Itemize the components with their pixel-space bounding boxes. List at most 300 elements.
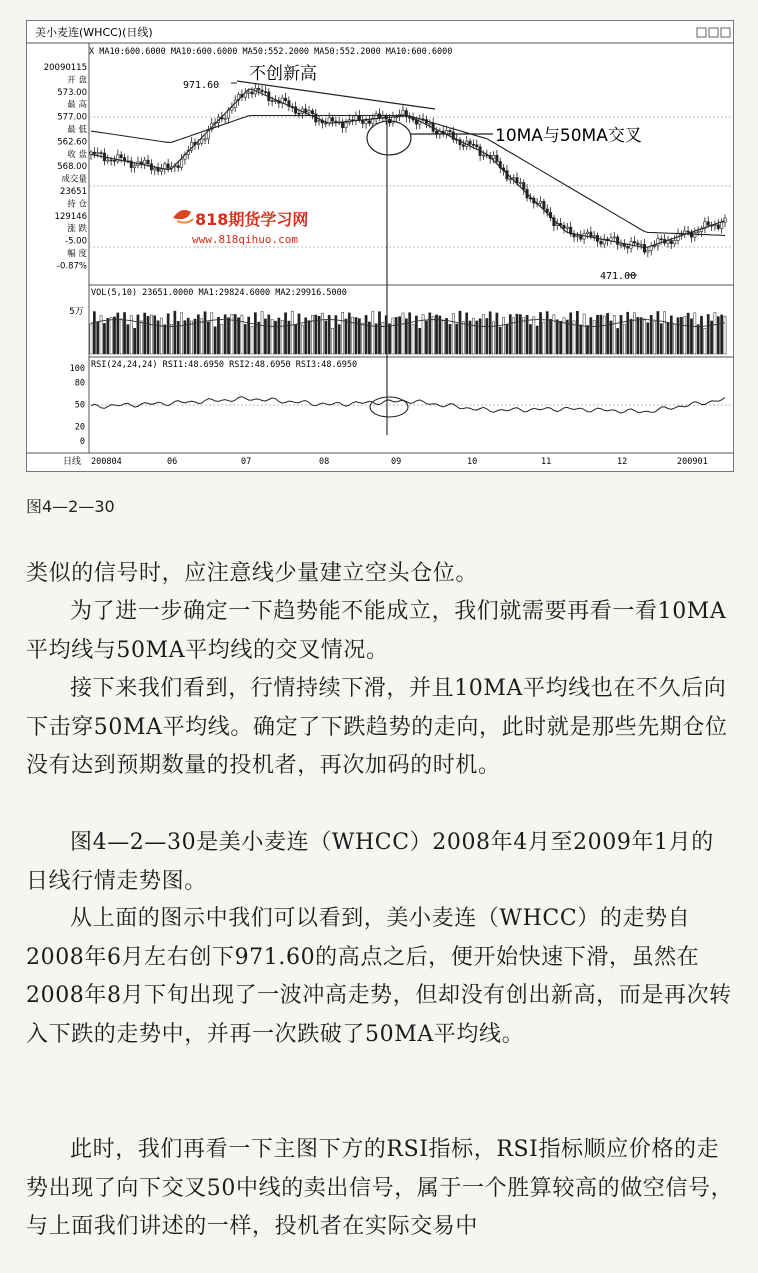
x-tick-label: 09 [391, 457, 402, 467]
candle-body [147, 160, 149, 164]
volume-bar [103, 323, 105, 354]
x-axis-label: 日线 [63, 457, 82, 467]
volume-bar [462, 321, 464, 354]
volume-bar [278, 318, 280, 354]
no-new-high-trendline [237, 81, 435, 109]
volume-bar [660, 324, 662, 354]
candle-body [653, 246, 655, 247]
candle-body [284, 98, 286, 100]
volume-bar [519, 315, 521, 354]
volume-bar [295, 325, 297, 354]
watermark [173, 210, 308, 246]
volume-bar [536, 326, 538, 354]
paragraph: 图4—2—30是美小麦连（WHCC）2008年4月至2009年1月的日线行情走势图。 [26, 830, 714, 894]
volume-bar [721, 315, 723, 354]
volume-bar [724, 316, 726, 354]
candle-body [271, 101, 273, 102]
volume-bar [237, 318, 239, 354]
volume-bar [318, 316, 320, 354]
volume-bar [271, 319, 273, 354]
volume-bar [627, 312, 629, 354]
volume-bar [677, 318, 679, 354]
volume-bar [281, 320, 283, 354]
volume-bar [419, 328, 421, 354]
volume-bar [134, 328, 136, 354]
x-tick-label: 06 [167, 457, 178, 467]
volume-bar [341, 312, 343, 354]
annotation-no-new-high: 不创新高 [249, 64, 317, 84]
candle-body [304, 109, 306, 112]
volume-bar [227, 318, 229, 354]
volume-bar [539, 312, 541, 354]
quote-info-item: 23651 [59, 187, 87, 197]
candlestick-series [90, 83, 726, 257]
candle-body [435, 131, 437, 133]
candle-body [311, 111, 313, 114]
volume-bar [194, 319, 196, 354]
volume-bar [523, 318, 525, 354]
candle-body [647, 250, 649, 252]
volume-bar [704, 328, 706, 354]
candle-body [724, 218, 726, 222]
volume-bar [197, 315, 199, 354]
figure-caption: 图4—2—30 [26, 497, 115, 516]
volume-bar [516, 314, 518, 354]
volume-bar [435, 315, 437, 354]
volume-bar [335, 316, 337, 354]
candle-body [720, 222, 722, 228]
volume-bar [345, 319, 347, 354]
volume-bar [640, 318, 642, 354]
volume-bar [684, 316, 686, 354]
candle-body [717, 225, 719, 229]
volume-bar [459, 311, 461, 354]
candle-body [392, 117, 394, 123]
rsi-tick-label: 100 [69, 364, 85, 374]
x-tick-label: 200901 [677, 457, 708, 467]
watermark-title: 818期货学习网 [195, 210, 309, 229]
volume-bar [201, 319, 203, 354]
volume-bar [348, 313, 350, 354]
volume-bar [412, 325, 414, 354]
volume-bar [580, 325, 582, 354]
candle-body [345, 123, 347, 128]
volume-bar [486, 318, 488, 354]
candle-body [100, 153, 102, 154]
volume-bar [123, 312, 125, 354]
candle-body [328, 118, 330, 123]
x-tick-label: 200804 [91, 457, 122, 467]
volume-bar [650, 315, 652, 354]
cross-circle [367, 121, 411, 155]
candle-body [331, 118, 333, 121]
volume-bar [630, 319, 632, 354]
volume-bar [382, 323, 384, 354]
quote-info-item: 573.00 [57, 87, 87, 98]
quote-info-item: 最 高 [67, 100, 87, 111]
candle-body [637, 243, 639, 245]
volume-bar [117, 313, 119, 354]
volume-bar [667, 323, 669, 354]
vol-legend: VOL(5,10) 23651.0000 MA1:29824.6000 MA2:29916.5000 [91, 288, 347, 298]
candle-body [694, 233, 696, 238]
quote-info-item: 20090115 [43, 63, 87, 73]
volume-bar [170, 324, 172, 354]
volume-bar [160, 318, 162, 354]
volume-bar [368, 322, 370, 354]
volume-bar [489, 312, 491, 354]
quote-info-item: 最 低 [67, 125, 87, 135]
volume-bar [251, 326, 253, 354]
watermark-url: www.818qihuo.com [192, 233, 298, 246]
candle-body [113, 160, 115, 161]
volume-bar [674, 324, 676, 354]
volume-bar [180, 313, 182, 354]
volume-bar [402, 313, 404, 354]
candle-body [133, 166, 135, 168]
volume-bar [211, 313, 213, 354]
candle-body [180, 159, 182, 167]
candle-body [365, 121, 367, 124]
volume-bar [687, 313, 689, 354]
volume-bar [130, 316, 132, 354]
candle-body [157, 168, 159, 171]
candle-body [590, 232, 592, 236]
volume-bar [482, 315, 484, 354]
volume-bar [479, 319, 481, 354]
volume-bar [506, 324, 508, 354]
volume-bar [576, 311, 578, 354]
volume-bar [110, 317, 112, 354]
quote-info-item: 开 盘 [67, 75, 87, 86]
candle-body [318, 121, 320, 122]
volume-bar [207, 322, 209, 354]
volume-bar [362, 323, 364, 354]
volume-bar [657, 311, 659, 354]
quote-info-item: 收 盘 [67, 149, 87, 160]
vol-axis-label: 5万 [69, 307, 84, 317]
volume-bar [617, 328, 619, 354]
rsi-legend: RSI(24,24,24) RSI1:48.6950 RSI2:48.6950 RSI3:48.6950 [91, 360, 358, 370]
candle-body [640, 244, 642, 245]
chart-canvas [27, 21, 733, 471]
volume-bar [204, 312, 206, 354]
volume-bar [633, 313, 635, 354]
volume-bar [261, 312, 263, 354]
volume-bar [137, 315, 139, 354]
volume-bar [610, 321, 612, 354]
candle-body [120, 155, 122, 158]
volume-bar [499, 327, 501, 354]
candle-body [580, 236, 582, 239]
volume-bar [268, 315, 270, 354]
volume-bar [613, 315, 615, 354]
volume-bar [647, 323, 649, 354]
quote-info-item: 577.00 [57, 112, 87, 123]
volume-bar [543, 322, 545, 354]
candle-body [261, 90, 263, 92]
candle-body [633, 242, 635, 243]
volume-bar [445, 318, 447, 354]
candle-body [687, 231, 689, 232]
candle-body [140, 162, 142, 164]
volume-bar [710, 321, 712, 354]
volume-bar [221, 324, 223, 354]
volume-bar [298, 314, 300, 354]
volume-bar [241, 315, 243, 354]
volume-bar [174, 311, 176, 354]
annotation-ma-cross: 10MA与50MA交叉 [495, 126, 642, 146]
volume-bar [288, 321, 290, 354]
rsi-axis [70, 364, 85, 447]
ma-legend: X MA10:600.6000 MA10:600.6000 MA50:552.2000 MA50:552.2000 MA10:600.6000 [89, 47, 453, 57]
candle-body [523, 183, 525, 190]
volume-bar [503, 317, 505, 354]
volume-bar [600, 315, 602, 354]
candle-body [543, 201, 545, 209]
candle-body [519, 183, 521, 184]
volume-bar [409, 313, 411, 354]
candle-body [107, 160, 109, 161]
volume-bar [308, 321, 310, 354]
volume-bar [429, 313, 431, 354]
candle-body [539, 201, 541, 203]
volume-bar [590, 317, 592, 354]
volume-bar [583, 314, 585, 354]
volume-bar [439, 316, 441, 354]
volume-bar [301, 325, 303, 354]
volume-bar [452, 314, 454, 354]
volume-bar [546, 312, 548, 354]
x-tick-label: 11 [541, 457, 552, 467]
volume-bar [449, 324, 451, 354]
low-price-label: 471.00 [600, 271, 637, 282]
volume-bar [596, 315, 598, 354]
quote-info-item: 幅 度 [67, 249, 87, 259]
volume-bar [533, 317, 535, 354]
candle-body [600, 241, 602, 244]
volume-bar [637, 317, 639, 354]
volume-bar [714, 313, 716, 354]
candle-body [462, 145, 464, 147]
candle-body [657, 239, 659, 246]
candle-body [97, 153, 99, 154]
volume-bar [144, 313, 146, 354]
volume-bar [653, 322, 655, 354]
volume-bar [392, 318, 394, 354]
candle-body [429, 123, 431, 124]
flame-logo-icon [173, 210, 191, 219]
candle-body [449, 130, 451, 131]
volume-bar [385, 316, 387, 354]
volume-bar [107, 318, 109, 354]
x-tick-label: 12 [617, 457, 628, 467]
volume-bar [573, 321, 575, 354]
volume-bar [93, 312, 95, 354]
candle-body [200, 139, 202, 143]
volume-bar [670, 316, 672, 354]
candle-body [707, 222, 709, 225]
candle-body [673, 240, 675, 243]
candle-body [586, 232, 588, 234]
rsi-tick-label: 0 [79, 437, 85, 447]
volume-bar [556, 320, 558, 354]
quote-info-item: 成交量 [61, 174, 87, 185]
candle-body [308, 111, 310, 112]
paragraph: 从上面的图示中我们可以看到，美小麦连（WHCC）的走势自2008年6月左右创下971.60的高点之后，便开始快速下滑，虽然在2008年8月下旬出现了一波冲高走势，但却没有创出新高，而是再次转入下跌的走势中，并再一次跌破了50MA平均线。 [26, 906, 732, 1047]
candle-body [93, 152, 95, 154]
candle-body [472, 144, 474, 145]
volume-bar [566, 320, 568, 354]
volume-bar [325, 321, 327, 354]
volume-bar [291, 311, 293, 354]
candle-body [566, 227, 568, 228]
quote-info-item: 568.00 [57, 162, 87, 173]
candle-body [204, 139, 206, 140]
volume-bar [694, 313, 696, 354]
volume-bar [305, 318, 307, 354]
volume-bar [425, 321, 427, 354]
volume-bar [472, 318, 474, 354]
volume-bar [466, 313, 468, 354]
candle-body [197, 143, 199, 144]
candle-body [368, 121, 370, 123]
candle-body [143, 160, 145, 164]
volume-bar [399, 317, 401, 354]
candle-body [469, 141, 471, 144]
window-title: 美小麦连(WHCC)(日线) [35, 26, 153, 39]
volume-bar [331, 328, 333, 354]
rsi-tick-label: 80 [74, 378, 85, 389]
volume-bars [90, 311, 726, 354]
candle-body [476, 145, 478, 147]
quote-info-item: 562.60 [57, 137, 87, 148]
candle-body [274, 101, 276, 102]
quote-info-panel [44, 63, 88, 271]
paragraph: 此时，我们再看一下主图下方的RSI指标，RSI指标顺应价格的走势出现了向下交叉50中线的卖出信号，属于一个胜算较高的做空信号，与上面我们讲述的一样，投机者在实际交易中 [26, 1137, 734, 1239]
candle-body [593, 235, 595, 236]
volume-bar [549, 319, 551, 354]
candle-body [697, 231, 699, 232]
quote-info-item: 涨 跌 [67, 224, 87, 235]
candle-body [251, 92, 253, 94]
volume-bar [707, 314, 709, 354]
volume-bar [606, 313, 608, 354]
ma10-line [91, 89, 725, 248]
volume-bar [214, 327, 216, 354]
volume-bar [432, 316, 434, 354]
candle-body [516, 178, 518, 183]
candle-body [341, 122, 343, 127]
volume-bar [264, 319, 266, 354]
candle-body [160, 169, 162, 171]
volume-bar [244, 324, 246, 354]
volume-bar [328, 315, 330, 354]
volume-bar [697, 325, 699, 354]
volume-bar [700, 316, 702, 354]
candle-body [325, 123, 327, 124]
volume-bar [560, 321, 562, 354]
volume-bar [90, 324, 92, 354]
volume-bar [442, 321, 444, 354]
rsi-tick-label: 50 [74, 400, 85, 411]
candle-body [643, 244, 645, 252]
volume-bar [127, 325, 129, 354]
volume-bar [496, 313, 498, 354]
volume-bar [395, 317, 397, 354]
candle-body [627, 246, 629, 248]
quote-info-item: 129146 [54, 211, 87, 222]
volume-bar [97, 322, 99, 354]
candle-body [264, 92, 266, 93]
candle-body [298, 113, 300, 114]
candle-body [623, 244, 625, 246]
candle-body [670, 241, 672, 244]
volume-bar [254, 313, 256, 354]
volume-bar [365, 315, 367, 354]
candle-body [620, 244, 622, 245]
volume-bar [375, 324, 377, 354]
chart-figure [26, 20, 734, 472]
candle-body [512, 178, 514, 179]
volume-bar [187, 318, 189, 354]
volume-bar [570, 313, 572, 354]
volume-bar [593, 321, 595, 354]
volume-bar [526, 315, 528, 354]
paragraph: 为了进一步确定一下趋势能不能成立，我们就需要再看一看10MA平均线与50MA平均线的交叉情况。 [26, 599, 727, 663]
candle-body [576, 236, 578, 237]
quote-info-item: -5.00 [65, 236, 87, 247]
volume-bar [620, 315, 622, 354]
volume-bar [321, 313, 323, 354]
volume-bar [378, 312, 380, 354]
quote-info-item: -0.87% [56, 261, 87, 272]
volume-bar [509, 315, 511, 354]
volume-bar [372, 311, 374, 354]
volume-bar [388, 324, 390, 354]
candle-body [224, 118, 226, 119]
candle-body [613, 237, 615, 238]
x-tick-label: 10 [467, 457, 478, 467]
candle-body [509, 179, 511, 180]
candle-body [110, 160, 112, 161]
volume-bar [140, 321, 142, 354]
volume-bar [224, 315, 226, 354]
candle-body [177, 166, 179, 168]
volume-bar [717, 317, 719, 354]
volume-bar [603, 316, 605, 354]
x-tick-label: 08 [319, 457, 330, 467]
quote-info-item: 持 仓 [67, 199, 87, 210]
volume-bar [150, 315, 152, 354]
volume-bar [664, 312, 666, 354]
x-tick-label: 07 [241, 457, 252, 467]
volume-bar [405, 319, 407, 354]
volume-bar [456, 324, 458, 354]
volume-bar [120, 319, 122, 354]
volume-bar [217, 317, 219, 354]
volume-bar [690, 319, 692, 354]
volume-bar [167, 314, 169, 354]
candle-body [258, 88, 260, 90]
paragraph: 类似的信号时，应注意线少量建立空头仓位。 [26, 561, 479, 586]
candle-body [563, 225, 565, 228]
candle-body [167, 164, 169, 168]
high-price-label: 971.60 [183, 80, 220, 91]
paragraph: 接下来我们看到，行情持续下滑，并且10MA平均线也在不久后向下击穿50MA平均线。确定了下跌趋势的走向，此时就是那些先期仓位没有达到预期数量的投机者，再次加码的时机。 [26, 676, 728, 778]
candle-body [610, 238, 612, 241]
volume-bar [258, 322, 260, 354]
